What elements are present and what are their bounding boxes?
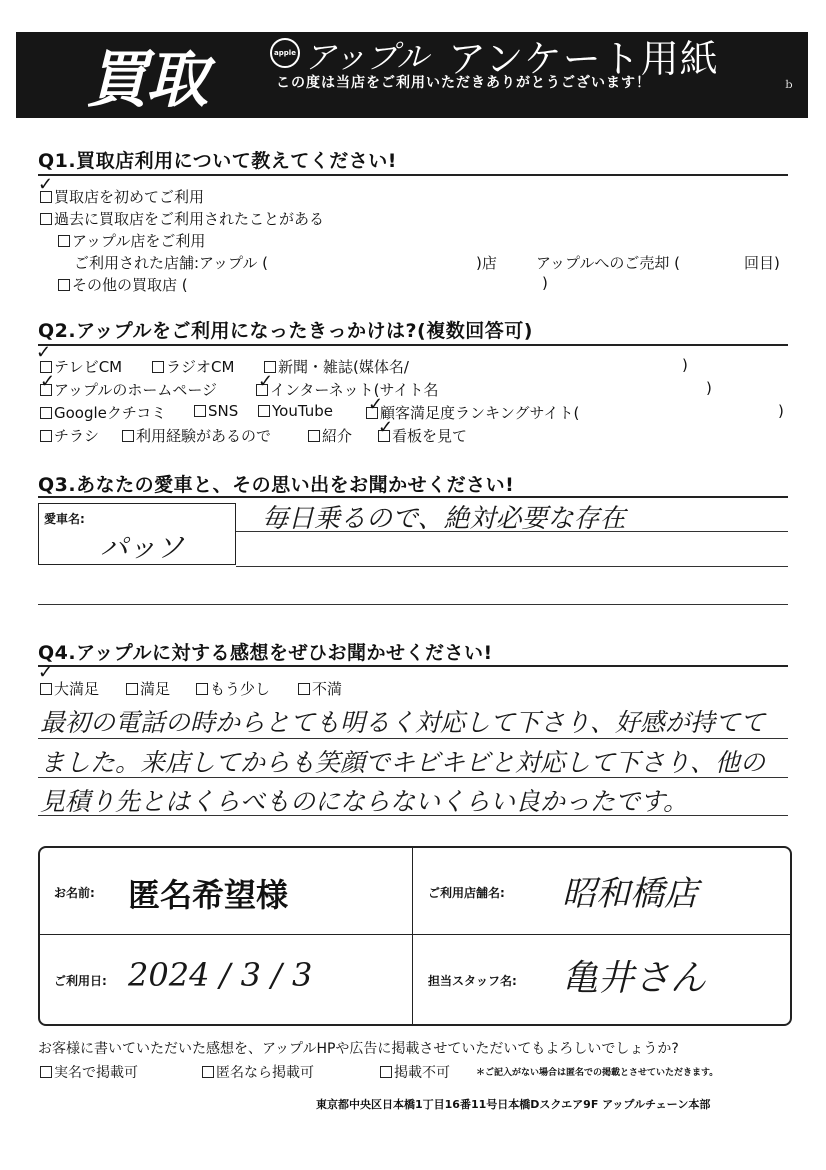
survey-title: アンケート用紙 [448, 37, 719, 81]
comment-line: ました。来店してからも笑顔でキビキビと対応して下さり、他の [40, 748, 766, 777]
checkbox[interactable] [202, 1066, 214, 1078]
publish-question: お客様に書いていただいた感想を、アップルHPや広告に掲載させていただいてもよろしいでしょうか? [38, 1041, 679, 1057]
memory-text: 毎日乗るので、絶対必要な存在 [262, 504, 626, 534]
header-mark: ｂ [784, 80, 794, 91]
publish-note: ＊ご記入がない場合は匿名での掲載とさせていただきます。 [476, 1068, 719, 1078]
checkbox[interactable] [58, 279, 70, 291]
q4-option-more-label: もう少し [210, 680, 271, 698]
q4-line [38, 738, 788, 739]
checkmark-icon: ✓ [378, 417, 394, 438]
q1-count-prefix: アップルへのご売却 ( [536, 254, 680, 272]
apple-logo-text: アップル [304, 38, 429, 76]
checkbox[interactable] [258, 405, 270, 417]
q4-line [38, 815, 788, 816]
q1-other-close: ) [542, 274, 548, 292]
info-divider [38, 934, 790, 935]
publish-option-anonymous-label: 匿名なら掲載可 [216, 1065, 314, 1081]
publish-option-anonymous[interactable] [202, 1062, 314, 1082]
q2-title: Q2.アップルをご利用になったきっかけは?(複数回答可) [38, 320, 533, 342]
q2-option-sns-label: SNS [208, 402, 239, 420]
q2-option-referral[interactable] [308, 425, 352, 446]
q2-rule [38, 344, 788, 346]
q4-title: Q4.アップルに対する感想をぜひお聞かせください! [38, 642, 493, 664]
q2-option-sns[interactable] [194, 402, 238, 420]
q3-line [236, 566, 788, 567]
publish-option-real-name-label: 実名で掲載可 [54, 1065, 138, 1081]
checkbox[interactable] [194, 405, 206, 417]
kaitori-logo: 買取 [86, 43, 207, 116]
q3-line [38, 604, 788, 605]
q3-line [236, 531, 788, 532]
q4-line [38, 777, 788, 778]
name-label: お名前: [54, 886, 95, 900]
q2-option-ranking[interactable] [366, 402, 579, 423]
staff-label: 担当スタッフ名: [428, 974, 517, 988]
q2-internet-close: ) [706, 379, 712, 397]
q2-option-radio-label: ラジオCM [166, 358, 235, 376]
q4-option-satisfied-label: 満足 [140, 680, 171, 698]
q2-option-youtube[interactable] [258, 402, 333, 420]
q2-option-internet-label: インターネット(サイト名 [270, 381, 439, 399]
staff-value: 亀井さん [562, 958, 707, 999]
date-label: ご利用日: [54, 974, 107, 988]
q2-option-youtube-label: YouTube [272, 402, 333, 420]
q1-count-suffix: 回目) [744, 254, 780, 272]
publish-option-not-allowed[interactable] [380, 1062, 450, 1082]
q1-rule [38, 174, 788, 176]
checkbox[interactable] [122, 430, 134, 442]
checkbox[interactable] [196, 683, 208, 695]
q2-option-homepage[interactable] [40, 379, 217, 400]
date-value: 2024 / 3 / 3 [128, 956, 313, 994]
q2-option-experience-label: 利用経験があるので [136, 427, 272, 445]
checkmark-icon: ✓ [36, 342, 52, 363]
checkbox[interactable] [152, 361, 164, 373]
q2-option-internet[interactable] [256, 379, 438, 400]
checkmark-icon: ✓ [368, 394, 384, 415]
q1-option-first-label: 買取店を初めてご利用 [54, 188, 205, 206]
comment-line: 最初の電話の時からとても明るく対応して下さり、好感が持てて [40, 708, 766, 737]
checkbox[interactable] [308, 430, 320, 442]
company-address: 東京都中央区日本橋1丁目16番11号日本橋Dスクエア9F アップルチェーン本部 [316, 1098, 711, 1111]
q2-option-radio[interactable] [152, 356, 234, 377]
q1-store-prefix: ご利用された店舗:アップル ( [74, 254, 269, 272]
store-label: ご利用店舗名: [428, 886, 505, 900]
q1-option-other[interactable] [58, 274, 188, 295]
q1-option-apple[interactable] [58, 230, 205, 251]
q2-option-flyer-label: チラシ [54, 427, 100, 445]
checkbox[interactable] [40, 407, 52, 419]
q2-ranking-close: ) [778, 402, 784, 420]
q2-option-tv-label: テレビCM [54, 358, 123, 376]
q1-title: Q1.買取店利用について教えてください! [38, 150, 397, 172]
checkbox[interactable] [126, 683, 138, 695]
name-value: 匿名希望様 [128, 876, 289, 914]
car-name-value: パッソ [100, 531, 185, 564]
q1-option-past[interactable] [40, 208, 324, 229]
checkbox[interactable] [40, 1066, 52, 1078]
q1-option-apple-label: アップル店をご利用 [72, 232, 206, 250]
q4-option-unsatisfied[interactable] [298, 678, 342, 699]
q4-option-very-satisfied-label: 大満足 [54, 680, 100, 698]
q3-title: Q3.あなたの愛車と、その思い出をお聞かせください! [38, 474, 515, 496]
q4-option-satisfied[interactable] [126, 678, 170, 699]
publish-option-real-name[interactable] [40, 1062, 138, 1082]
q1-option-first[interactable] [40, 186, 204, 207]
q4-option-more[interactable] [196, 678, 270, 699]
q2-option-homepage-label: アップルのホームページ [54, 381, 218, 399]
car-name-label: 愛車名: [44, 512, 85, 526]
greeting-text: この度は当店をご利用いただきありがとうございます！ [276, 75, 651, 91]
apple-badge-icon: apple [270, 38, 300, 68]
q2-option-referral-label: 紹介 [322, 427, 353, 445]
q2-option-google[interactable] [40, 402, 166, 423]
q2-option-flyer[interactable] [40, 425, 99, 446]
q2-option-google-label: Googleクチコミ [54, 404, 167, 422]
checkbox[interactable] [40, 430, 52, 442]
q2-option-signboard-label: 看板を見て [392, 427, 468, 445]
q1-store-suffix: )店 [476, 254, 497, 272]
q2-news-close: ) [682, 356, 688, 374]
store-value: 昭和橋店 [562, 874, 698, 914]
publish-option-not-allowed-label: 掲載不可 [394, 1065, 450, 1081]
checkbox[interactable] [58, 235, 70, 247]
checkbox[interactable] [298, 683, 310, 695]
q2-option-news-label: 新聞・雑誌(媒体名/ [278, 358, 409, 376]
q4-option-unsatisfied-label: 不満 [312, 680, 343, 698]
q2-option-news[interactable] [264, 356, 409, 377]
q1-option-other-label: その他の買取店 ( [72, 276, 188, 294]
checkbox[interactable] [40, 213, 52, 225]
checkbox[interactable] [380, 1066, 392, 1078]
comment-line: 見積り先とはくらべものにならないくらい良かったです。 [40, 787, 689, 816]
checkmark-icon: ✓ [40, 371, 56, 392]
checkmark-icon: ✓ [38, 662, 54, 683]
checkmark-icon: ✓ [258, 371, 274, 392]
checkmark-icon: ✓ [38, 174, 54, 195]
q2-option-experience[interactable] [122, 425, 271, 446]
q1-option-past-label: 過去に買取店をご利用されたことがある [54, 210, 325, 228]
info-divider [412, 846, 413, 1024]
checkbox[interactable] [40, 683, 52, 695]
q4-rule [38, 665, 788, 667]
q2-option-ranking-label: 顧客満足度ランキングサイト( [380, 404, 580, 422]
